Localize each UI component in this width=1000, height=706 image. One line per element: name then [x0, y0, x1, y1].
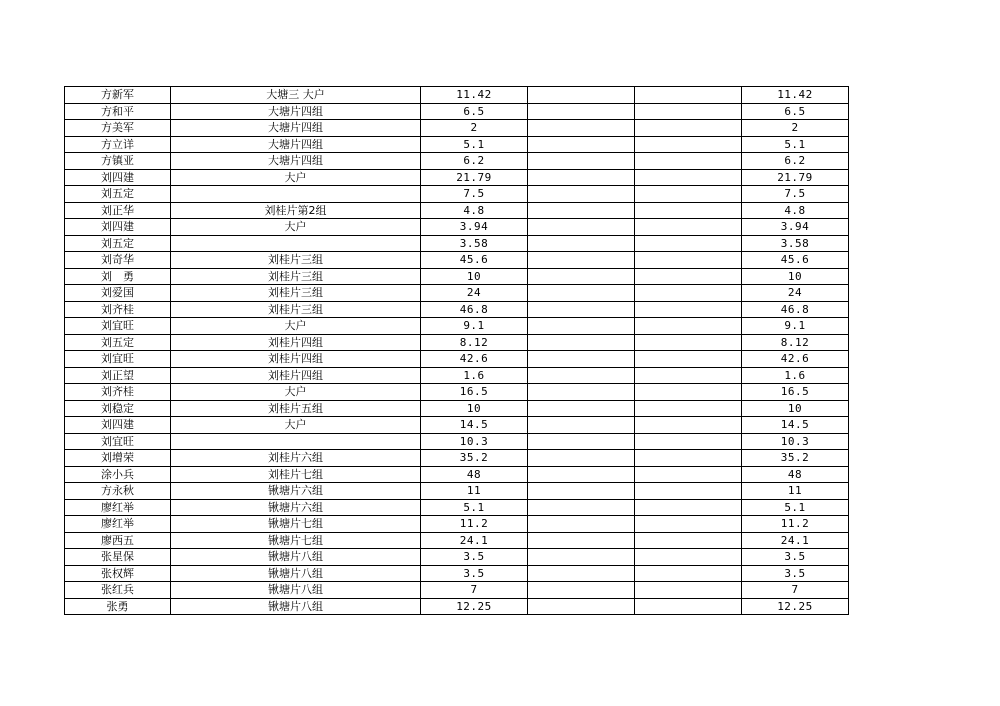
empty-cell[interactable] [528, 367, 635, 384]
location-cell[interactable] [171, 433, 421, 450]
empty-cell[interactable] [635, 103, 742, 120]
table-row [65, 483, 849, 500]
table-row [65, 219, 849, 236]
name-cell[interactable]: 刘正望 [65, 367, 171, 384]
name-cell[interactable]: 方永秋 [65, 483, 171, 500]
total-cell[interactable]: 1.6 [742, 367, 849, 384]
empty-cell[interactable] [528, 120, 635, 137]
empty-cell[interactable] [635, 186, 742, 203]
total-cell[interactable]: 2 [742, 120, 849, 137]
empty-cell[interactable] [528, 549, 635, 566]
empty-cell[interactable] [635, 87, 742, 104]
total-cell[interactable]: 6.2 [742, 153, 849, 170]
empty-cell[interactable] [528, 219, 635, 236]
total-cell[interactable]: 9.1 [742, 318, 849, 335]
area-cell[interactable]: 11 [421, 483, 528, 500]
location-cell[interactable]: 锹塘片八组 [171, 582, 421, 599]
name-cell[interactable]: 张勇 [65, 598, 171, 615]
table-row [65, 301, 849, 318]
name-cell[interactable]: 方镇亚 [65, 153, 171, 170]
name-cell[interactable]: 刘齐桂 [65, 384, 171, 401]
location-cell[interactable] [171, 186, 421, 203]
empty-cell[interactable] [635, 351, 742, 368]
empty-cell[interactable] [635, 202, 742, 219]
location-cell[interactable]: 大塘片四组 [171, 153, 421, 170]
location-cell[interactable]: 刘桂片第2组 [171, 202, 421, 219]
total-cell[interactable]: 24.1 [742, 532, 849, 549]
empty-cell[interactable] [635, 549, 742, 566]
name-cell[interactable]: 廖红举 [65, 516, 171, 533]
area-cell[interactable]: 5.1 [421, 136, 528, 153]
empty-cell[interactable] [528, 285, 635, 302]
table-row [65, 186, 849, 203]
area-cell[interactable]: 7.5 [421, 186, 528, 203]
empty-cell[interactable] [635, 565, 742, 582]
total-cell[interactable]: 4.8 [742, 202, 849, 219]
name-cell[interactable]: 刘增荣 [65, 450, 171, 467]
empty-cell[interactable] [528, 351, 635, 368]
total-cell[interactable]: 10 [742, 400, 849, 417]
area-cell[interactable]: 2 [421, 120, 528, 137]
empty-cell[interactable] [635, 532, 742, 549]
empty-cell[interactable] [528, 268, 635, 285]
empty-cell[interactable] [528, 598, 635, 615]
area-cell[interactable]: 21.79 [421, 169, 528, 186]
total-cell[interactable]: 3.94 [742, 219, 849, 236]
empty-cell[interactable] [635, 384, 742, 401]
empty-cell[interactable] [528, 186, 635, 203]
total-cell[interactable]: 8.12 [742, 334, 849, 351]
empty-cell[interactable] [528, 450, 635, 467]
location-cell[interactable]: 刘桂片三组 [171, 252, 421, 269]
area-cell[interactable]: 24 [421, 285, 528, 302]
table-row [65, 120, 849, 137]
location-cell[interactable]: 刘桂片七组 [171, 466, 421, 483]
empty-cell[interactable] [528, 136, 635, 153]
empty-cell[interactable] [528, 516, 635, 533]
empty-cell[interactable] [635, 466, 742, 483]
table-row [65, 235, 849, 252]
name-cell[interactable]: 廖红举 [65, 499, 171, 516]
name-cell[interactable]: 刘齐桂 [65, 301, 171, 318]
name-cell[interactable]: 张星保 [65, 549, 171, 566]
table-row [65, 499, 849, 516]
name-cell[interactable]: 刘五定 [65, 334, 171, 351]
empty-cell[interactable] [635, 268, 742, 285]
empty-cell[interactable] [635, 582, 742, 599]
empty-cell[interactable] [635, 153, 742, 170]
empty-cell[interactable] [528, 417, 635, 434]
empty-cell[interactable] [528, 235, 635, 252]
location-cell[interactable] [171, 235, 421, 252]
total-cell[interactable]: 3.58 [742, 235, 849, 252]
table-row [65, 153, 849, 170]
empty-cell[interactable] [635, 417, 742, 434]
total-cell[interactable]: 6.5 [742, 103, 849, 120]
area-cell[interactable]: 11.2 [421, 516, 528, 533]
location-cell[interactable]: 刘桂片五组 [171, 400, 421, 417]
area-cell[interactable]: 10 [421, 268, 528, 285]
name-cell[interactable]: 方美军 [65, 120, 171, 137]
empty-cell[interactable] [528, 384, 635, 401]
name-cell[interactable]: 廖西五 [65, 532, 171, 549]
area-cell[interactable]: 1.6 [421, 367, 528, 384]
name-cell[interactable]: 刘宜旺 [65, 351, 171, 368]
total-cell[interactable]: 46.8 [742, 301, 849, 318]
table-row [65, 433, 849, 450]
area-cell[interactable]: 5.1 [421, 499, 528, 516]
table-row [65, 417, 849, 434]
empty-cell[interactable] [635, 136, 742, 153]
table-row [65, 136, 849, 153]
table-row [65, 384, 849, 401]
area-cell[interactable]: 12.25 [421, 598, 528, 615]
empty-cell[interactable] [635, 499, 742, 516]
empty-cell[interactable] [635, 301, 742, 318]
empty-cell[interactable] [528, 202, 635, 219]
table-row [65, 400, 849, 417]
area-cell[interactable]: 35.2 [421, 450, 528, 467]
empty-cell[interactable] [528, 334, 635, 351]
empty-cell[interactable] [528, 483, 635, 500]
area-cell[interactable]: 24.1 [421, 532, 528, 549]
area-cell[interactable]: 9.1 [421, 318, 528, 335]
total-cell[interactable]: 5.1 [742, 499, 849, 516]
total-cell[interactable]: 7 [742, 582, 849, 599]
location-cell[interactable]: 大户 [171, 318, 421, 335]
empty-cell[interactable] [635, 450, 742, 467]
location-cell[interactable]: 刘桂片四组 [171, 351, 421, 368]
empty-cell[interactable] [528, 87, 635, 104]
table-row [65, 252, 849, 269]
location-cell[interactable]: 刘桂片三组 [171, 268, 421, 285]
total-cell[interactable]: 12.25 [742, 598, 849, 615]
name-cell[interactable]: 方立详 [65, 136, 171, 153]
name-cell[interactable]: 张权辉 [65, 565, 171, 582]
total-cell[interactable]: 11.42 [742, 87, 849, 104]
area-cell[interactable]: 3.5 [421, 549, 528, 566]
table-row [65, 532, 849, 549]
empty-cell[interactable] [528, 169, 635, 186]
location-cell[interactable]: 大户 [171, 384, 421, 401]
total-cell[interactable]: 24 [742, 285, 849, 302]
empty-cell[interactable] [528, 565, 635, 582]
name-cell[interactable]: 方和平 [65, 103, 171, 120]
location-cell[interactable]: 锹塘片六组 [171, 499, 421, 516]
location-cell[interactable]: 大户 [171, 417, 421, 434]
area-cell[interactable]: 6.5 [421, 103, 528, 120]
empty-cell[interactable] [528, 103, 635, 120]
total-cell[interactable]: 11.2 [742, 516, 849, 533]
area-cell[interactable]: 16.5 [421, 384, 528, 401]
empty-cell[interactable] [528, 499, 635, 516]
name-cell[interactable]: 刘宜旺 [65, 433, 171, 450]
table-row [65, 318, 849, 335]
location-cell[interactable]: 锹塘片八组 [171, 549, 421, 566]
location-cell[interactable]: 锹塘片八组 [171, 565, 421, 582]
table-row [65, 367, 849, 384]
table-row [65, 582, 849, 599]
total-cell[interactable]: 48 [742, 466, 849, 483]
area-cell[interactable]: 45.6 [421, 252, 528, 269]
empty-cell[interactable] [635, 400, 742, 417]
name-cell[interactable]: 方新军 [65, 87, 171, 104]
total-cell[interactable]: 7.5 [742, 186, 849, 203]
area-cell[interactable]: 3.94 [421, 219, 528, 236]
empty-cell[interactable] [635, 516, 742, 533]
table-row [65, 103, 849, 120]
area-cell[interactable]: 7 [421, 582, 528, 599]
location-cell[interactable]: 大塘片四组 [171, 103, 421, 120]
total-cell[interactable]: 10.3 [742, 433, 849, 450]
empty-cell[interactable] [635, 483, 742, 500]
empty-cell[interactable] [635, 219, 742, 236]
total-cell[interactable]: 45.6 [742, 252, 849, 269]
location-cell[interactable]: 刘桂片四组 [171, 334, 421, 351]
empty-cell[interactable] [528, 301, 635, 318]
name-cell[interactable]: 刘五定 [65, 186, 171, 203]
table-row [65, 202, 849, 219]
table-row [65, 549, 849, 566]
name-cell[interactable]: 刘五定 [65, 235, 171, 252]
table-row [65, 87, 849, 104]
empty-cell[interactable] [635, 334, 742, 351]
area-cell[interactable]: 46.8 [421, 301, 528, 318]
empty-cell[interactable] [635, 433, 742, 450]
name-cell[interactable]: 刘稳定 [65, 400, 171, 417]
total-cell[interactable]: 14.5 [742, 417, 849, 434]
empty-cell[interactable] [635, 367, 742, 384]
location-cell[interactable]: 大塘片四组 [171, 136, 421, 153]
area-cell[interactable]: 11.42 [421, 87, 528, 104]
location-cell[interactable]: 刘桂片三组 [171, 301, 421, 318]
empty-cell[interactable] [635, 235, 742, 252]
total-cell[interactable]: 16.5 [742, 384, 849, 401]
total-cell[interactable]: 10 [742, 268, 849, 285]
location-cell[interactable]: 刘桂片三组 [171, 285, 421, 302]
empty-cell[interactable] [528, 153, 635, 170]
empty-cell[interactable] [528, 466, 635, 483]
table-body [65, 87, 849, 615]
table-row [65, 598, 849, 615]
empty-cell[interactable] [528, 532, 635, 549]
table-row [65, 516, 849, 533]
area-cell[interactable]: 42.6 [421, 351, 528, 368]
name-cell[interactable]: 刘爱国 [65, 285, 171, 302]
empty-cell[interactable] [635, 285, 742, 302]
location-cell[interactable]: 刘桂片六组 [171, 450, 421, 467]
empty-cell[interactable] [635, 598, 742, 615]
table-row [65, 285, 849, 302]
name-cell[interactable]: 刘宜旺 [65, 318, 171, 335]
empty-cell[interactable] [528, 252, 635, 269]
empty-cell[interactable] [635, 318, 742, 335]
total-cell[interactable]: 5.1 [742, 136, 849, 153]
empty-cell[interactable] [528, 433, 635, 450]
empty-cell[interactable] [528, 582, 635, 599]
name-cell[interactable]: 张红兵 [65, 582, 171, 599]
total-cell[interactable]: 21.79 [742, 169, 849, 186]
empty-cell[interactable] [635, 120, 742, 137]
area-cell[interactable]: 6.2 [421, 153, 528, 170]
table-row [65, 450, 849, 467]
table-row [65, 334, 849, 351]
location-cell[interactable]: 大塘三 大户 [171, 87, 421, 104]
area-cell[interactable]: 4.8 [421, 202, 528, 219]
empty-cell[interactable] [635, 252, 742, 269]
area-cell[interactable]: 8.12 [421, 334, 528, 351]
location-cell[interactable]: 大户 [171, 169, 421, 186]
empty-cell[interactable] [528, 400, 635, 417]
table-row [65, 351, 849, 368]
location-cell[interactable]: 大塘片四组 [171, 120, 421, 137]
empty-cell[interactable] [528, 318, 635, 335]
area-cell[interactable]: 3.58 [421, 235, 528, 252]
total-cell[interactable]: 42.6 [742, 351, 849, 368]
spreadsheet-table [64, 86, 849, 615]
name-cell[interactable]: 涂小兵 [65, 466, 171, 483]
table-row [65, 565, 849, 582]
name-cell[interactable]: 刘正华 [65, 202, 171, 219]
location-cell[interactable]: 锹塘片八组 [171, 598, 421, 615]
name-cell[interactable]: 刘奇华 [65, 252, 171, 269]
location-cell[interactable]: 锹塘片六组 [171, 483, 421, 500]
name-cell[interactable]: 刘四建 [65, 169, 171, 186]
name-cell[interactable]: 刘四建 [65, 417, 171, 434]
location-cell[interactable]: 锹塘片七组 [171, 516, 421, 533]
table-row [65, 268, 849, 285]
total-cell[interactable]: 3.5 [742, 549, 849, 566]
area-cell[interactable]: 10.3 [421, 433, 528, 450]
area-cell[interactable]: 48 [421, 466, 528, 483]
table-row [65, 466, 849, 483]
name-cell[interactable]: 刘 勇 [65, 268, 171, 285]
total-cell[interactable]: 11 [742, 483, 849, 500]
total-cell[interactable]: 3.5 [742, 565, 849, 582]
location-cell[interactable]: 锹塘片七组 [171, 532, 421, 549]
area-cell[interactable]: 3.5 [421, 565, 528, 582]
table-row [65, 169, 849, 186]
location-cell[interactable]: 大户 [171, 219, 421, 236]
location-cell[interactable]: 刘桂片四组 [171, 367, 421, 384]
total-cell[interactable]: 35.2 [742, 450, 849, 467]
empty-cell[interactable] [635, 169, 742, 186]
name-cell[interactable]: 刘四建 [65, 219, 171, 236]
area-cell[interactable]: 10 [421, 400, 528, 417]
area-cell[interactable]: 14.5 [421, 417, 528, 434]
